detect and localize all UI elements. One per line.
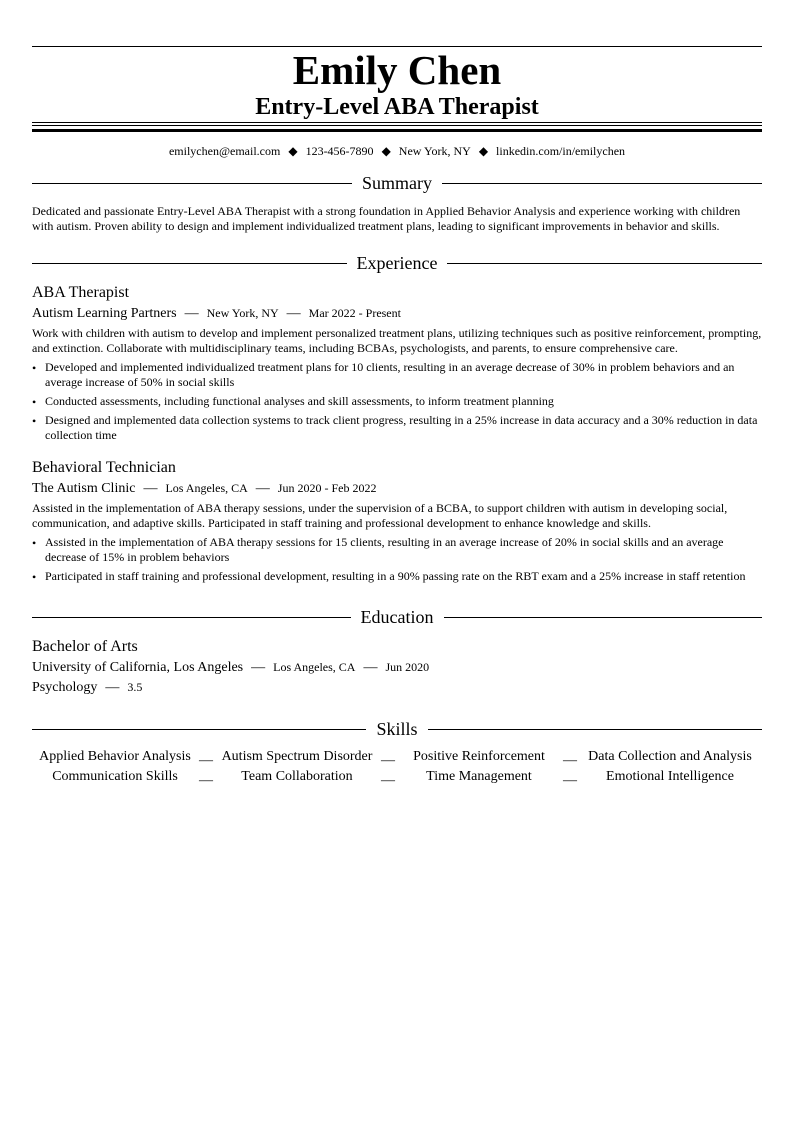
section-title: Education [360, 607, 434, 627]
dash-separator: — [199, 753, 213, 768]
skills-grid [32, 747, 762, 787]
contact-location: New York, NY [398, 144, 471, 158]
list-item: • Participated in staff training and professional development, resulting in a 90% passing rate on the RBT exam and a 25% increase in staff retention [32, 569, 762, 584]
heading-rule-left [32, 729, 366, 730]
job-meta [32, 479, 376, 498]
heading-rule-right [444, 617, 763, 618]
skills-row [32, 767, 762, 787]
job-dates: Jun 2020 - Feb 2022 [277, 481, 377, 495]
dash-separator: — [286, 306, 301, 321]
summary-text: Dedicated and passionate Entry-Level ABA Therapist with a strong foundation in Applied Behavior Analysis and experience working with children with autism. Proven ability to design and implement individualized treatment plans, leading to significant improvements in behavior and skills. [32, 204, 741, 233]
education-degree: Bachelor of Arts [32, 638, 138, 655]
diamond-separator-icon: ◆ [478, 144, 489, 158]
header-rule-2 [32, 125, 762, 126]
skill-item: Data Collection and Analysis [588, 749, 752, 764]
job-location: Los Angeles, CA [165, 481, 248, 495]
header-rule-1 [32, 122, 762, 123]
heading-rule-right [428, 729, 762, 730]
dash-separator: — [381, 773, 395, 788]
dash-separator: — [255, 481, 270, 496]
education-date: Jun 2020 [385, 660, 430, 674]
header-rule-3 [32, 129, 762, 132]
dash-separator: — [105, 680, 120, 695]
job-bullets [32, 360, 762, 447]
summary-section-heading [32, 172, 762, 194]
diamond-separator-icon: ◆ [381, 144, 391, 158]
dash-separator: — [363, 660, 378, 675]
education-section-heading [32, 606, 762, 628]
dash-separator: — [563, 753, 577, 768]
dash-separator: — [563, 773, 577, 788]
job-company: The Autism Clinic [32, 481, 136, 496]
job-dates: Mar 2022 - Present [308, 306, 401, 320]
experience-section-heading [32, 252, 762, 274]
heading-rule-left [32, 617, 351, 618]
diamond-separator-icon: ◆ [288, 144, 298, 158]
section-title: Experience [356, 253, 438, 273]
dash-separator: — [381, 753, 395, 768]
skill-item: Communication Skills [52, 769, 178, 784]
list-item: • Conducted assessments, including functional analyses and skill assessments, to inform treatment planning [32, 394, 762, 409]
skill-item: Autism Spectrum Disorder [221, 749, 373, 764]
list-item: • Developed and implemented individualized treatment plans for 10 clients, resulting in an average decrease of 30% in problem behaviors and an average increase of 50% in social skills [32, 360, 762, 390]
job-description: Assisted in the implementation of ABA therapy sessions, under the supervision of a BCBA, to support children with autism in developing social, communication, and adaptive skills. Participated in staff training and professional development to enhance knowledge and skills. [32, 501, 728, 530]
skill-item: Positive Reinforcement [413, 749, 545, 764]
job-role: ABA Therapist [32, 284, 130, 301]
job-meta [32, 304, 401, 323]
dash-separator: — [251, 660, 266, 675]
skills-section-heading [32, 718, 762, 740]
skill-item: Time Management [426, 769, 532, 784]
dash-separator: — [199, 773, 213, 788]
education-meta [32, 658, 429, 677]
education-major: Psychology [32, 680, 98, 695]
job-role: Behavioral Technician [32, 459, 176, 476]
heading-rule-left [32, 183, 352, 184]
contact-phone[interactable]: 123-456-7890 [305, 144, 374, 158]
heading-rule-left [32, 263, 347, 264]
education-location: Los Angeles, CA [273, 660, 356, 674]
job-bullets [32, 535, 762, 588]
skills-row [32, 747, 762, 767]
list-item: • Assisted in the implementation of ABA therapy sessions for 15 clients, resulting in an average increase of 20% in social skills and an average decrease of 15% in problem behaviors [32, 535, 762, 565]
list-item: • Designed and implemented data collection systems to track client progress, resulting in a 25% increase in data accuracy and a 30% reduction in data collection time [32, 413, 762, 443]
education-gpa: 3.5 [127, 680, 143, 694]
contact-line [32, 143, 762, 159]
dash-separator: — [143, 481, 158, 496]
section-title: Skills [376, 719, 418, 739]
section-title: Summary [362, 173, 432, 193]
job-location: New York, NY [206, 306, 279, 320]
candidate-title: Entry-Level ABA Therapist [255, 94, 539, 120]
contact-linkedin[interactable]: linkedin.com/in/emilychen [496, 144, 626, 158]
heading-rule-right [442, 183, 762, 184]
skill-item: Emotional Intelligence [606, 769, 734, 784]
job-company: Autism Learning Partners [32, 306, 177, 321]
education-school: University of California, Los Angeles [32, 660, 244, 675]
contact-email[interactable]: emilychen@email.com [168, 144, 281, 158]
heading-rule-right [447, 263, 762, 264]
dash-separator: — [184, 306, 199, 321]
candidate-name: Emily Chen [292, 47, 502, 93]
job-description: Work with children with autism to develop and implement personalized treatment plans, utilizing techniques such as positive reinforcement, prompting, and extinction. Collaborate with multidisciplinary teams, including BCBAs, psychologists, and parents, to ensure comprehensive care. [32, 326, 762, 355]
skill-item: Team Collaboration [241, 769, 353, 784]
education-major-line [32, 678, 142, 697]
skill-item: Applied Behavior Analysis [39, 749, 191, 764]
